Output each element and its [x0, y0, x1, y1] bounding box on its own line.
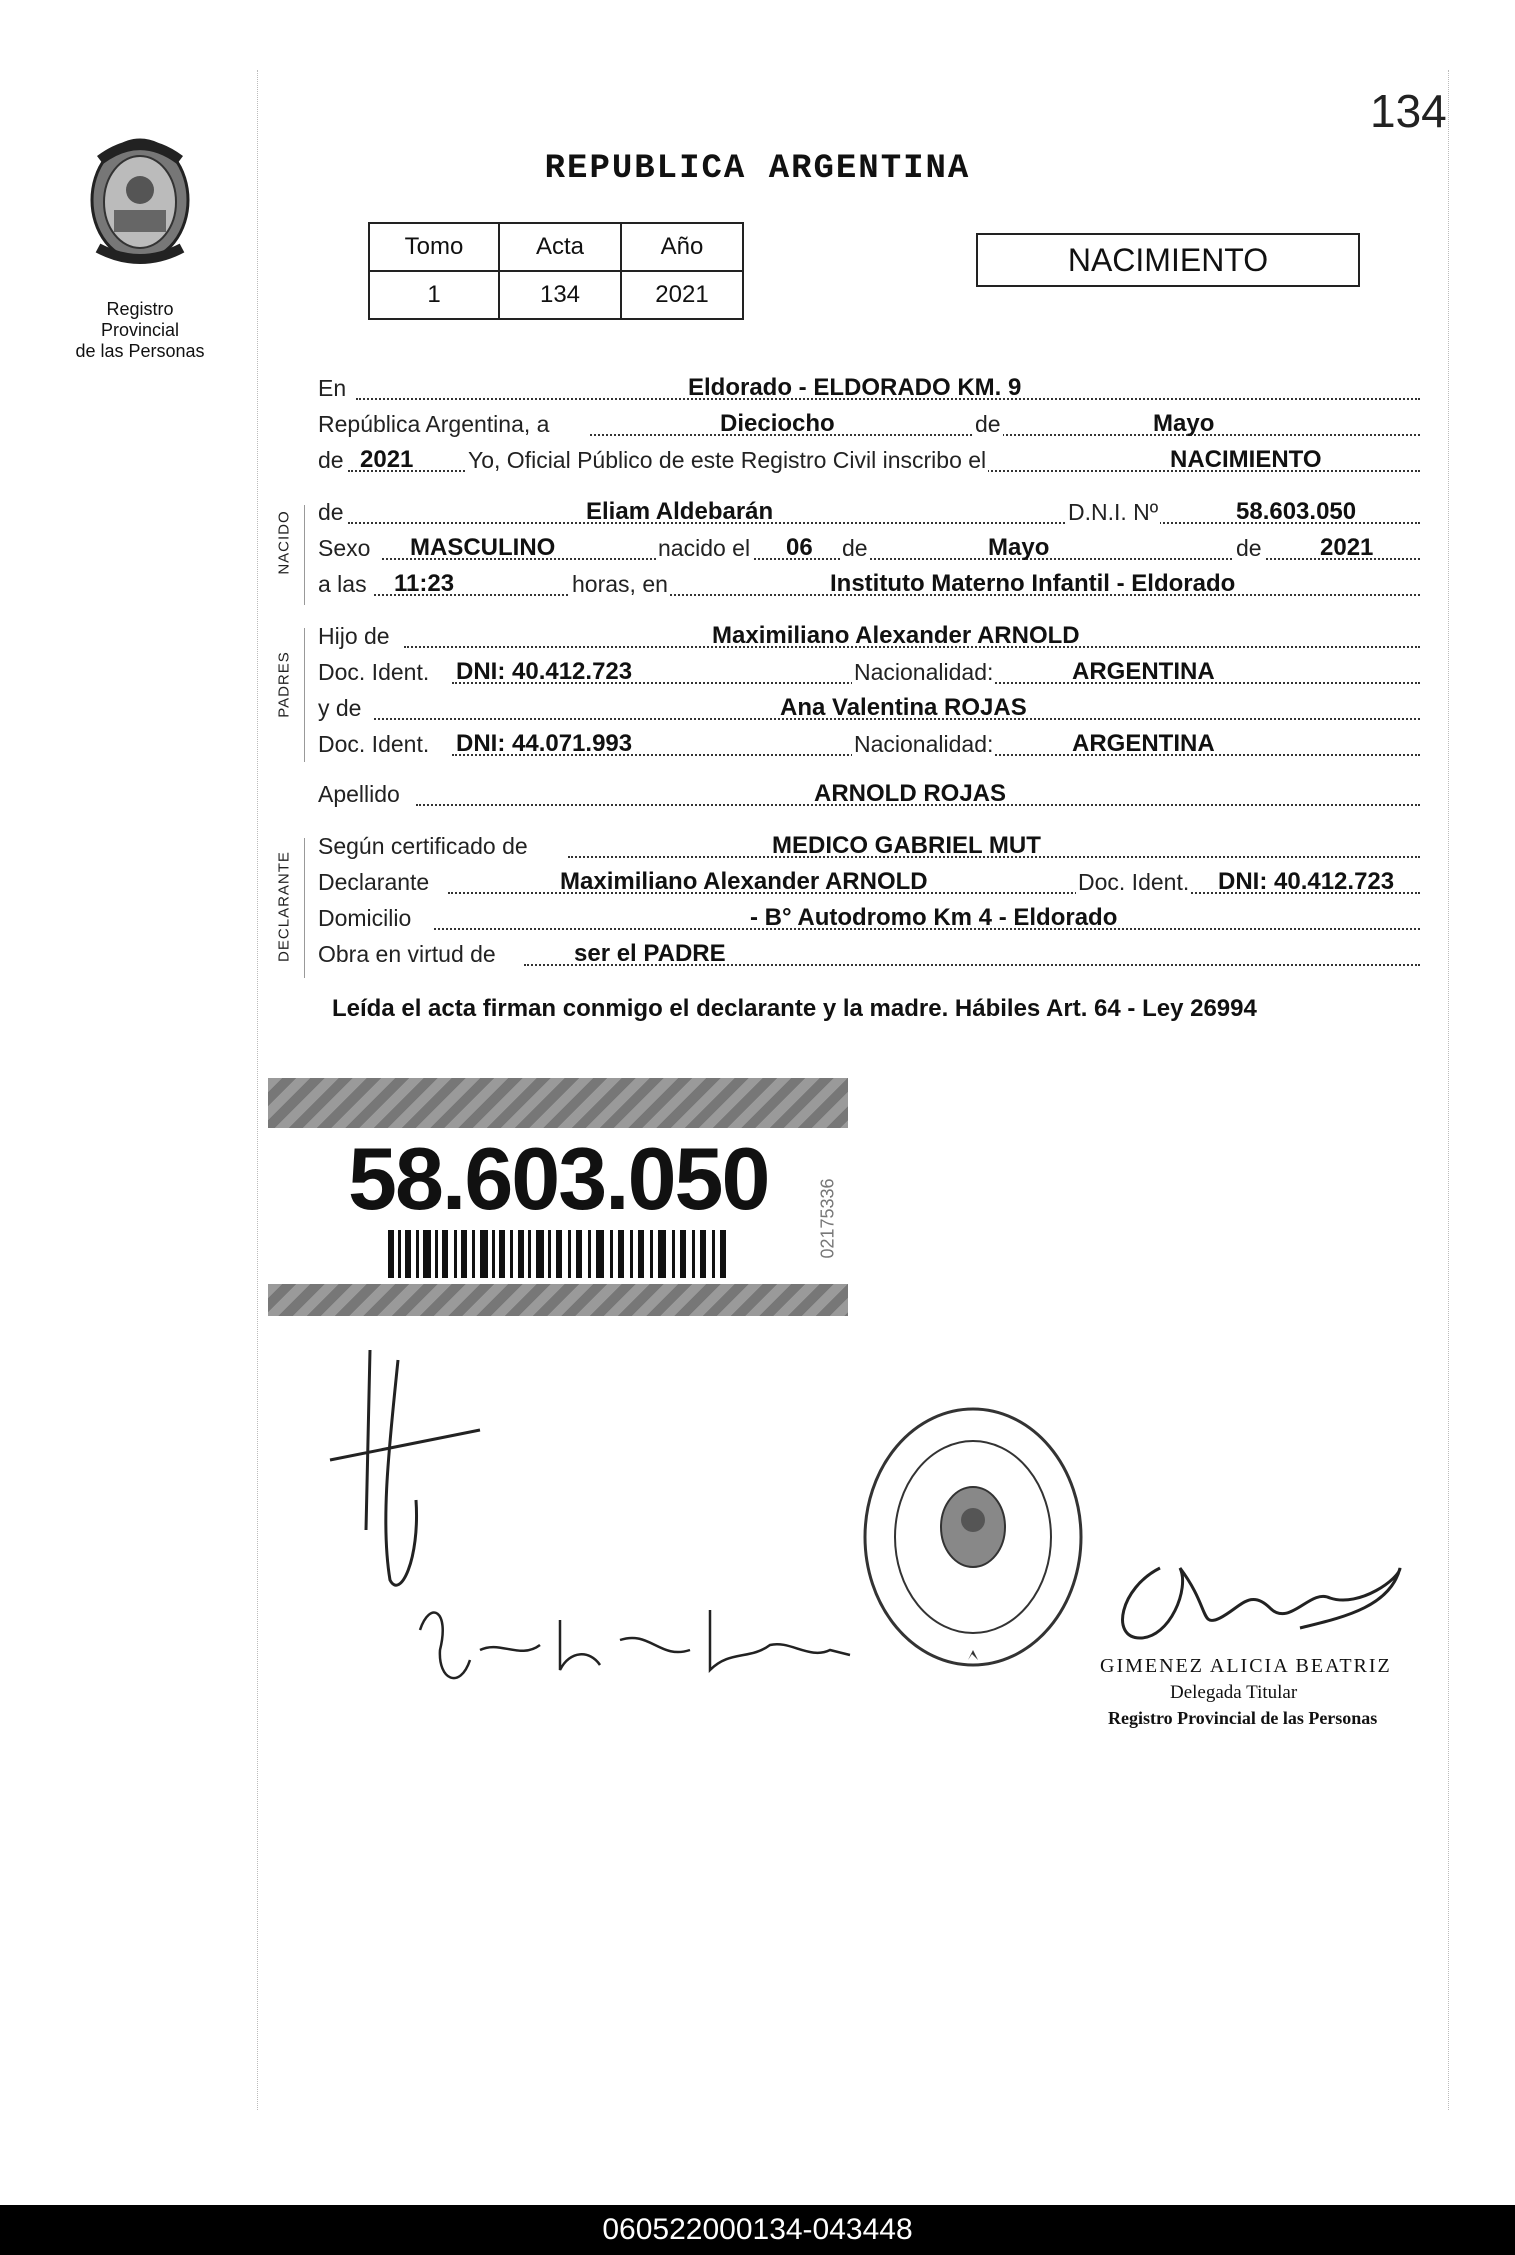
side-label-declarante: DECLARANTE [275, 851, 293, 962]
barcode-serial: 02175336 [817, 1178, 838, 1259]
row-inscribo [318, 444, 1420, 474]
logo-caption-line1: Registro Provincial [100, 299, 180, 340]
alas-label: a las [318, 571, 367, 597]
side-label-nacido: NACIDO [275, 510, 293, 575]
row-sexo [318, 532, 1420, 562]
barcode-number: 58.603.050 [348, 1129, 769, 1228]
value-ano: 2021 [621, 271, 743, 319]
obra-label: Obra en virtud de [318, 941, 496, 967]
right-margin-line [1448, 70, 1449, 2110]
row-hijo [318, 620, 1420, 650]
de3-label: de [318, 499, 344, 525]
page-number: 134 [1370, 85, 1447, 137]
registrar-name: GIMENEZ ALICIA BEATRIZ [1100, 1655, 1392, 1677]
row-domicilio [318, 902, 1420, 932]
de5-label: de [1236, 535, 1262, 561]
declarante-label: Declarante [318, 869, 430, 895]
obra-value: ser el PADRE [574, 940, 726, 967]
row-apellido [318, 778, 1420, 808]
day-value: Dieciocho [720, 410, 835, 437]
row-hora [318, 568, 1420, 598]
year-value: 2021 [360, 446, 414, 473]
declarante-doc: DNI: 40.412.723 [1218, 868, 1395, 895]
inscribo-label: Yo, Oficial Público de este Registro Civil inscribo el [468, 447, 987, 473]
registrar-role: Delegada Titular [1170, 1682, 1298, 1703]
nac2-label: Nacionalidad: [854, 731, 994, 757]
row-certificado [318, 830, 1420, 860]
bottom-stripe [268, 1284, 848, 1316]
mother-nat: ARGENTINA [1072, 730, 1215, 757]
name-value: Eliam Aldebarán [586, 498, 774, 525]
dni-label: D.N.I. Nº [1068, 499, 1159, 525]
mother-doc: DNI: 44.071.993 [456, 730, 633, 757]
value-tomo: 1 [369, 271, 499, 319]
domicilio-label: Domicilio [318, 905, 412, 931]
row-father-doc [318, 656, 1420, 686]
barcode-card [268, 1078, 848, 1316]
row-nombre [318, 496, 1420, 526]
en-label: En [318, 375, 347, 401]
top-stripe [268, 1078, 848, 1128]
place-value: Instituto Materno Infantil - Eldorado [830, 570, 1236, 597]
declarant-signature-icon [320, 1340, 520, 1600]
birth-year: 2021 [1320, 534, 1374, 561]
de-label: de [975, 411, 1001, 437]
declarante-bracket [304, 838, 305, 978]
record-table [368, 222, 744, 320]
republica-label: República Argentina, a [318, 411, 550, 437]
mother-value: Ana Valentina ROJAS [780, 694, 1027, 721]
en-value: Eldorado - ELDORADO KM. 9 [688, 374, 1022, 401]
doc-label: Doc. Ident. [318, 659, 430, 685]
header-tomo: Tomo [369, 223, 499, 271]
header-ano: Año [621, 223, 743, 271]
father-nat: ARGENTINA [1072, 658, 1215, 685]
mother-signature-icon [410, 1590, 870, 1700]
month-value: Mayo [1153, 410, 1215, 437]
nac-label: Nacionalidad: [854, 659, 994, 685]
padres-bracket [304, 628, 305, 762]
left-margin-line [257, 70, 258, 2110]
value-acta: 134 [499, 271, 621, 319]
birth-day: 06 [786, 534, 813, 561]
dni-value: 58.603.050 [1236, 498, 1357, 525]
cert-value: MEDICO GABRIEL MUT [772, 832, 1041, 859]
row-en [318, 372, 1420, 402]
row-mother-doc [318, 728, 1420, 758]
row-declarante [318, 866, 1420, 896]
yde-label: y de [318, 695, 362, 721]
segun-label: Según certificado de [318, 833, 528, 859]
header-acta: Acta [499, 223, 621, 271]
registrar-org: Registro Provincial de las Personas [1108, 1708, 1378, 1728]
time-value: 11:23 [394, 570, 455, 597]
doc2-label: Doc. Ident. [318, 731, 430, 757]
hijo-label: Hijo de [318, 623, 390, 649]
doc3-label: Doc. Ident. [1078, 869, 1190, 895]
row-ymadre [318, 692, 1420, 722]
father-value: Maximiliano Alexander ARNOLD [712, 622, 1080, 649]
father-doc: DNI: 40.412.723 [456, 658, 633, 685]
nacido-label: nacido el [658, 535, 751, 561]
registrar-signature-icon [1100, 1548, 1420, 1658]
de4-label: de [842, 535, 868, 561]
row-obra [318, 938, 1420, 968]
apellido-value: ARNOLD ROJAS [814, 780, 1007, 807]
sexo-label: Sexo [318, 535, 371, 561]
declarante-value: Maximiliano Alexander ARNOLD [560, 868, 928, 895]
nacido-bracket [304, 505, 305, 605]
horas-label: horas, en [572, 571, 668, 597]
logo-caption-line2: de las Personas [75, 341, 205, 361]
domicilio-value: - B° Autodromo Km 4 - Eldorado [750, 904, 1118, 931]
de2-label: de [318, 447, 344, 473]
footer-code: 060522000134-043448 [0, 2205, 1515, 2255]
document-title: REPUBLICA ARGENTINA [544, 150, 971, 188]
row-republica [318, 408, 1420, 438]
barcode-bars-icon [388, 1230, 978, 1278]
event-value: NACIMIENTO [1170, 446, 1322, 473]
official-stamp-icon [858, 1402, 1088, 1682]
closing-text: Leída el acta firman conmigo el declarante y la madre. Hábiles Art. 64 - Ley 26994 [332, 995, 1257, 1022]
side-label-padres: PADRES [275, 651, 293, 718]
record-type-box: NACIMIENTO [976, 233, 1360, 287]
birth-month: Mayo [988, 534, 1050, 561]
apellido-label: Apellido [318, 781, 400, 807]
sexo-value: MASCULINO [410, 534, 556, 561]
